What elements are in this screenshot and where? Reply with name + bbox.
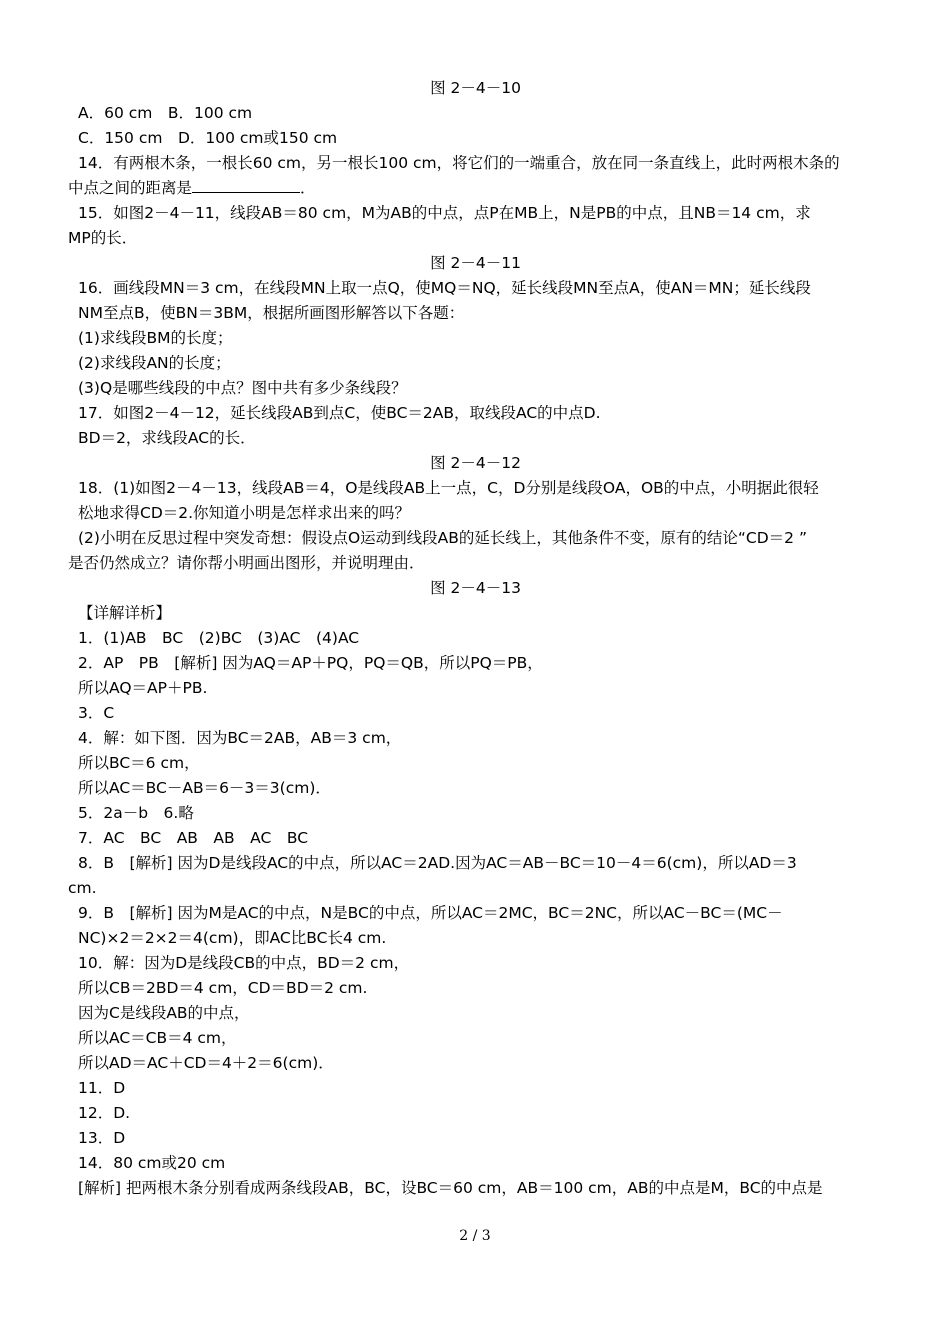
figure-caption bbox=[68, 76, 883, 101]
text-line bbox=[68, 1051, 883, 1076]
text-line bbox=[68, 701, 883, 726]
text-line bbox=[68, 801, 883, 826]
text-line bbox=[68, 676, 883, 701]
text-line-content: 所以AC＝CB＝4 cm， bbox=[78, 1029, 237, 1047]
figure-caption bbox=[68, 251, 883, 276]
text-line-content: C．150 cm D．100 cm或150 cm bbox=[78, 129, 338, 147]
text-line bbox=[68, 751, 883, 776]
text-line-content: 7．AC BC AB AB AC BC bbox=[78, 829, 309, 847]
text-line-suffix: ． bbox=[300, 179, 316, 197]
text-line bbox=[68, 301, 883, 326]
text-line-content: 所以AD＝AC＋CD＝4＋2＝6(cm)． bbox=[78, 1054, 334, 1072]
text-line-content: cm. bbox=[68, 879, 97, 897]
page-number: 2 / 3 bbox=[459, 1228, 491, 1244]
figure-caption bbox=[68, 576, 883, 601]
document-body bbox=[68, 76, 883, 1201]
text-line-content: 4．解：如下图．因为BC＝2AB，AB＝3 cm， bbox=[78, 729, 402, 747]
text-line-content: 图 2－4－11 bbox=[430, 254, 521, 272]
text-line-content: 图 2－4－10 bbox=[430, 79, 521, 97]
text-line bbox=[68, 1101, 883, 1126]
text-line bbox=[68, 776, 883, 801]
text-line-content: BD＝2，求线段AC的长． bbox=[78, 429, 256, 447]
text-line bbox=[68, 951, 883, 976]
figure-caption bbox=[68, 451, 883, 476]
text-line bbox=[68, 826, 883, 851]
text-line-content: 2．AP PB [解析] 因为AQ＝AP＋PQ，PQ＝QB，所以PQ＝PB， bbox=[78, 654, 543, 672]
text-line-content: 14．有两根木条，一根长60 cm，另一根长100 cm，将它们的一端重合，放在同一条直线上，此时两根木条的 bbox=[78, 154, 840, 172]
text-line bbox=[68, 1151, 883, 1176]
text-line-content: 【详解详析】 bbox=[78, 604, 172, 622]
text-line bbox=[68, 1076, 883, 1101]
text-line-content: (3)Q是哪些线段的中点？图中共有多少条线段？ bbox=[78, 379, 407, 397]
text-line bbox=[68, 726, 883, 751]
text-line bbox=[68, 651, 883, 676]
text-line-content: 15．如图2－4－11，线段AB＝80 cm，M为AB的中点，点P在MB上，N是PB的中点，且NB＝14 cm，求 bbox=[78, 204, 811, 222]
text-line-content: 18．(1)如图2－4－13，线段AB＝4，O是线段AB上一点，C，D分别是线段OA，OB的中点，小明据此很轻 bbox=[78, 479, 819, 497]
text-line bbox=[68, 326, 883, 351]
text-line bbox=[68, 226, 883, 251]
text-line-content: NM至点B，使BN＝3BM，根据所画图形解答以下各题： bbox=[78, 304, 465, 322]
text-line bbox=[68, 926, 883, 951]
text-line-content: 16．画线段MN＝3 cm，在线段MN上取一点Q，使MQ＝NQ，延长线段MN至点A，使AN＝MN；延长线段 bbox=[78, 279, 811, 297]
text-line-content: 中点之间的距离是 bbox=[68, 179, 193, 197]
text-line bbox=[68, 376, 883, 401]
text-line-content: 3．C bbox=[78, 704, 115, 722]
text-line-content: 图 2－4－12 bbox=[430, 454, 521, 472]
text-line-content: 是否仍然成立？请你帮小明画出图形，并说明理由． bbox=[68, 554, 425, 572]
text-line bbox=[68, 1001, 883, 1026]
text-line bbox=[68, 901, 883, 926]
text-line bbox=[68, 1026, 883, 1051]
text-line-content: 所以BC＝6 cm， bbox=[78, 754, 200, 772]
text-line bbox=[68, 151, 883, 176]
text-line-content: [解析] 把两根木条分别看成两条线段AB，BC，设BC＝60 cm，AB＝100 cm，AB的中点是M，BC的中点是 bbox=[78, 1179, 823, 1197]
text-line bbox=[68, 176, 883, 201]
text-line bbox=[68, 126, 883, 151]
text-line bbox=[68, 1176, 883, 1201]
text-line-content: 17．如图2－4－12，延长线段AB到点C，使BC＝2AB，取线段AC的中点D. bbox=[78, 404, 601, 422]
text-line-content: (2)求线段AN的长度； bbox=[78, 354, 231, 372]
text-line-content: 因为C是线段AB的中点， bbox=[78, 1004, 250, 1022]
text-line bbox=[68, 476, 883, 501]
text-line bbox=[68, 501, 883, 526]
text-line bbox=[68, 201, 883, 226]
text-line-content: 13．D bbox=[78, 1129, 126, 1147]
text-line bbox=[68, 351, 883, 376]
text-line bbox=[68, 426, 883, 451]
text-line bbox=[68, 1126, 883, 1151]
text-line-content: 图 2－4－13 bbox=[430, 579, 521, 597]
text-line-content: NC)×2＝2×2＝4(cm)，即AC比BC长4 cm. bbox=[78, 929, 387, 947]
text-line-content: 12．D. bbox=[78, 1104, 131, 1122]
text-line-content: 1．(1)AB BC (2)BC (3)AC (4)AC bbox=[78, 629, 360, 647]
text-line-content: 松地求得CD＝2.你知道小明是怎样求出来的吗？ bbox=[78, 504, 411, 522]
text-line bbox=[68, 551, 883, 576]
text-line-content: 11．D bbox=[78, 1079, 126, 1097]
text-line-content: 10．解：因为D是线段CB的中点，BD＝2 cm， bbox=[78, 954, 410, 972]
text-line-content: 所以CB＝2BD＝4 cm，CD＝BD＝2 cm. bbox=[78, 979, 368, 997]
text-line-content: 9．B [解析] 因为M是AC的中点，N是BC的中点，所以AC＝2MC，BC＝2NC，所以AC－BC＝(MC－ bbox=[78, 904, 783, 922]
text-line bbox=[68, 601, 883, 626]
text-line-content: A．60 cm B．100 cm bbox=[78, 104, 253, 122]
text-line-content: 14．80 cm或20 cm bbox=[78, 1154, 226, 1172]
text-line bbox=[68, 526, 883, 551]
text-line bbox=[68, 976, 883, 1001]
answer-blank bbox=[192, 178, 300, 193]
text-line-content: (1)求线段BM的长度； bbox=[78, 329, 233, 347]
text-line-content: MP的长． bbox=[68, 229, 138, 247]
text-line-content: (2)小明在反思过程中突发奇想：假设点O运动到线段AB的延长线上，其他条件不变，原有的结论“CD＝2 ” bbox=[78, 529, 808, 547]
text-line-content: 所以AC＝BC－AB＝6－3＝3(cm)． bbox=[78, 779, 331, 797]
text-line-content: 8．B [解析] 因为D是线段AC的中点，所以AC＝2AD.因为AC＝AB－BC＝10－4＝6(cm)，所以AD＝3 bbox=[78, 854, 797, 872]
text-line bbox=[68, 876, 883, 901]
text-line bbox=[68, 401, 883, 426]
text-line bbox=[68, 626, 883, 651]
text-line-content: 5．2a－b 6.略 bbox=[78, 804, 194, 822]
text-line bbox=[68, 851, 883, 876]
text-line bbox=[68, 276, 883, 301]
text-line bbox=[68, 101, 883, 126]
text-line-content: 所以AQ＝AP＋PB. bbox=[78, 679, 208, 697]
